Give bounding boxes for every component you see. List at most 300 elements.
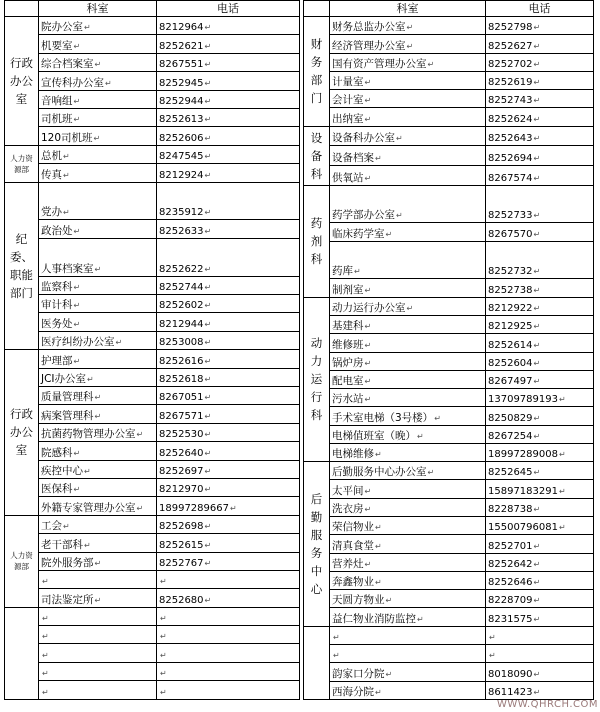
phone-cell xyxy=(157,295,300,313)
phone-cell xyxy=(486,645,594,663)
room-cell xyxy=(39,90,157,108)
paragraph-mark: ↵ xyxy=(533,669,541,679)
room-name: 电梯维修 xyxy=(332,448,374,461)
room-name: 院办公室 xyxy=(41,21,83,34)
room-cell xyxy=(330,90,486,108)
department-cell: 药剂科 xyxy=(304,185,330,297)
room-name: 电梯值班室（晚） xyxy=(332,429,416,442)
paragraph-mark: ↵ xyxy=(73,115,81,125)
paragraph-mark: ↵ xyxy=(559,450,566,460)
phone-cell xyxy=(486,126,594,146)
paragraph-mark: ↵ xyxy=(42,632,49,642)
paragraph-mark: ↵ xyxy=(489,651,496,661)
phone-cell xyxy=(486,71,594,89)
paragraph-mark: ↵ xyxy=(160,577,167,587)
header-row xyxy=(304,1,594,17)
room-cell xyxy=(39,72,157,90)
phone-cell xyxy=(486,53,594,71)
paragraph-mark: ↵ xyxy=(94,264,102,274)
paragraph-mark: ↵ xyxy=(533,78,541,88)
paragraph-mark: ↵ xyxy=(160,614,167,624)
table-row xyxy=(304,241,594,279)
phone-number: 8252606 xyxy=(159,132,204,144)
phone-number: 8252616 xyxy=(159,355,204,367)
paragraph-mark: ↵ xyxy=(204,152,212,162)
room-cell xyxy=(39,681,157,700)
phone-number: 8267571 xyxy=(159,410,204,422)
phone-cell xyxy=(486,462,594,480)
paragraph-mark: ↵ xyxy=(204,430,212,440)
room-name: 基建科 xyxy=(332,320,364,333)
phone-cell xyxy=(157,17,300,35)
paragraph-mark: ↵ xyxy=(63,170,70,180)
paragraph-mark: ↵ xyxy=(559,486,566,496)
paragraph-mark: ↵ xyxy=(42,577,49,587)
room-cell xyxy=(39,497,157,515)
phone-cell xyxy=(486,297,594,315)
phone-cell xyxy=(486,315,594,333)
table-row xyxy=(5,515,300,533)
phone-number: 8228709 xyxy=(488,595,533,607)
room-cell xyxy=(330,608,486,626)
phone-cell xyxy=(157,662,300,680)
room-name: 污水站 xyxy=(332,393,364,406)
table-row xyxy=(5,607,300,625)
room-name: 益仁物业消防监控 xyxy=(332,612,416,625)
table-row xyxy=(5,17,300,35)
room-name: 监察科 xyxy=(41,281,73,294)
phone-number: 8252945 xyxy=(159,77,204,89)
room-name: 天圆方物业 xyxy=(332,594,385,607)
room-name: 医保科 xyxy=(41,483,73,496)
paragraph-mark: ↵ xyxy=(204,133,212,143)
paragraph-mark: ↵ xyxy=(204,522,212,532)
phone-cell xyxy=(157,644,300,662)
header-phone: 电话 xyxy=(157,1,300,17)
paragraph-mark: ↵ xyxy=(204,264,212,274)
room-name: 病案管理科 xyxy=(41,409,94,422)
header-room: 科室 xyxy=(39,1,157,17)
room-cell xyxy=(330,462,486,480)
phone-number: 15897183291 xyxy=(488,485,558,497)
phone-number: 8252621 xyxy=(159,40,204,52)
room-cell xyxy=(39,460,157,478)
paragraph-mark: ↵ xyxy=(533,505,541,515)
table-row xyxy=(304,279,594,297)
phone-cell xyxy=(157,423,300,441)
room-cell xyxy=(39,313,157,331)
room-cell xyxy=(330,535,486,553)
table-row xyxy=(304,334,594,352)
room-cell xyxy=(39,182,157,220)
room-name: 抗菌药物管理办公室 xyxy=(41,428,136,441)
phone-cell xyxy=(486,608,594,626)
paragraph-mark: ↵ xyxy=(354,267,361,277)
room-name: 手术室电梯（3号楼） xyxy=(332,411,434,424)
paragraph-mark: ↵ xyxy=(204,170,212,180)
room-name: 洗衣房 xyxy=(332,503,364,516)
paragraph-mark: ↵ xyxy=(333,633,340,642)
paragraph-mark: ↵ xyxy=(385,596,393,606)
paragraph-mark: ↵ xyxy=(204,283,212,293)
table-row xyxy=(304,35,594,53)
paragraph-mark: ↵ xyxy=(73,301,81,311)
room-name: 临床药学室 xyxy=(332,227,385,240)
room-name: 党办 xyxy=(41,206,62,219)
room-cell xyxy=(39,442,157,460)
phone-cell xyxy=(157,108,300,126)
room-cell xyxy=(39,17,157,35)
paragraph-mark: ↵ xyxy=(427,59,435,69)
room-name: 配电室 xyxy=(332,375,364,388)
left-body xyxy=(5,17,300,700)
paragraph-mark: ↵ xyxy=(42,669,49,679)
phone-cell xyxy=(486,571,594,589)
phone-number: 8212970 xyxy=(159,484,204,496)
table-row xyxy=(304,389,594,407)
room-cell xyxy=(330,553,486,571)
table-row xyxy=(304,53,594,71)
phone-cell xyxy=(486,517,594,535)
paragraph-mark: ↵ xyxy=(160,650,167,660)
table-row xyxy=(304,498,594,516)
room-name: 音响组 xyxy=(41,94,73,107)
phone-number: 13709789193 xyxy=(488,394,558,406)
paragraph-mark: ↵ xyxy=(375,450,382,460)
paragraph-mark: ↵ xyxy=(160,669,167,679)
phone-number: 8212964 xyxy=(159,22,204,34)
paragraph-mark: ↵ xyxy=(94,393,102,403)
paragraph-mark: ↵ xyxy=(364,78,372,88)
paragraph-mark: ↵ xyxy=(533,578,541,588)
header-dept xyxy=(5,1,39,17)
phone-number: 8267497 xyxy=(488,376,533,388)
paragraph-mark: ↵ xyxy=(230,503,237,513)
phone-cell xyxy=(486,407,594,425)
paragraph-mark: ↵ xyxy=(204,319,212,329)
phone-number: 8250829 xyxy=(488,412,533,424)
table-row xyxy=(5,589,300,607)
phone-cell xyxy=(157,552,300,570)
room-name: 出纳室 xyxy=(332,112,364,125)
table-row xyxy=(5,295,300,313)
phone-cell xyxy=(157,497,300,515)
room-cell xyxy=(39,350,157,368)
room-cell xyxy=(39,570,157,588)
room-name: 国有资产管理办公室 xyxy=(332,57,427,70)
table-row xyxy=(304,146,594,166)
paragraph-mark: ↵ xyxy=(533,688,541,697)
table-row xyxy=(304,443,594,461)
paragraph-mark: ↵ xyxy=(533,59,541,69)
paragraph-mark: ↵ xyxy=(204,466,212,476)
phone-number: 18997289008 xyxy=(488,449,558,461)
paragraph-mark: ↵ xyxy=(333,651,340,661)
department-cell: 行政办公室 xyxy=(5,17,39,146)
paragraph-mark: ↵ xyxy=(73,41,81,51)
paragraph-mark: ↵ xyxy=(204,375,212,384)
room-name: 传真 xyxy=(41,168,62,181)
paragraph-mark: ↵ xyxy=(533,413,541,423)
phone-number: 8252646 xyxy=(488,577,533,589)
paragraph-mark: ↵ xyxy=(204,208,212,218)
table-row xyxy=(304,90,594,108)
room-cell xyxy=(39,145,157,163)
table-row xyxy=(5,350,300,368)
room-cell xyxy=(330,334,486,352)
phone-number: 8212924 xyxy=(159,169,204,181)
paragraph-mark: ↵ xyxy=(73,356,81,366)
table-row xyxy=(304,17,594,35)
department-cell xyxy=(5,607,39,699)
paragraph-mark: ↵ xyxy=(204,41,212,51)
table-row xyxy=(304,370,594,388)
phone-cell xyxy=(486,185,594,223)
table-row xyxy=(5,108,300,126)
table-row xyxy=(304,71,594,89)
room-name: 宣传科办公室 xyxy=(41,76,104,89)
paragraph-mark: ↵ xyxy=(42,614,49,624)
department-cell: 纪委、职能部门 xyxy=(5,182,39,350)
phone-number: 8235912 xyxy=(159,207,204,219)
paragraph-mark: ↵ xyxy=(204,226,212,236)
header-row xyxy=(5,1,300,17)
phone-number: 8252767 xyxy=(159,557,204,569)
room-cell xyxy=(330,185,486,223)
table-row xyxy=(5,478,300,496)
table-row xyxy=(304,126,594,146)
department-cell: 行政办公室 xyxy=(5,350,39,516)
room-name: 医务处 xyxy=(41,317,73,330)
paragraph-mark: ↵ xyxy=(204,301,212,311)
phone-number: 8252604 xyxy=(488,357,533,369)
room-cell xyxy=(39,127,157,145)
paragraph-mark: ↵ xyxy=(533,468,541,478)
phone-number: 8247545 xyxy=(159,151,204,163)
table-row xyxy=(304,645,594,663)
directory-table-left xyxy=(4,0,300,700)
room-name: 供氧站 xyxy=(332,171,364,184)
table-row xyxy=(5,460,300,478)
table-row xyxy=(5,534,300,552)
paragraph-mark: ↵ xyxy=(533,154,541,164)
phone-cell xyxy=(486,166,594,186)
table-row xyxy=(304,108,594,126)
paragraph-mark: ↵ xyxy=(204,60,212,70)
room-name: 制剂室 xyxy=(332,283,364,296)
phone-cell xyxy=(157,276,300,294)
phone-cell xyxy=(486,90,594,108)
room-cell xyxy=(330,370,486,388)
room-name: 护理部 xyxy=(41,354,73,367)
phone-number: 8252733 xyxy=(488,210,533,222)
paragraph-mark: ↵ xyxy=(364,322,372,332)
room-cell xyxy=(39,368,157,386)
room-cell xyxy=(330,108,486,126)
paragraph-mark: ↵ xyxy=(533,96,541,106)
table-row xyxy=(5,570,300,588)
table-row xyxy=(5,681,300,700)
room-cell xyxy=(39,515,157,533)
room-cell xyxy=(39,387,157,405)
phone-cell xyxy=(157,90,300,108)
room-name: 经济管理办公室 xyxy=(332,39,406,52)
phone-number: 18997289667 xyxy=(159,502,229,514)
paragraph-mark: ↵ xyxy=(375,578,382,588)
phone-cell xyxy=(157,182,300,220)
phone-number: 8252732 xyxy=(488,266,533,278)
phone-cell xyxy=(157,127,300,145)
paragraph-mark: ↵ xyxy=(204,115,212,125)
phone-number: 8252944 xyxy=(159,95,204,107)
paragraph-mark: ↵ xyxy=(84,23,91,33)
room-cell xyxy=(330,480,486,498)
room-cell xyxy=(330,352,486,370)
paragraph-mark: ↵ xyxy=(375,541,382,551)
table-row xyxy=(304,553,594,571)
table-row xyxy=(304,352,594,370)
phone-cell xyxy=(157,220,300,238)
room-name: 后勤服务中心办公室 xyxy=(332,466,427,479)
room-name: 工会 xyxy=(41,520,62,533)
room-cell xyxy=(39,478,157,496)
room-cell xyxy=(330,443,486,461)
paragraph-mark: ↵ xyxy=(204,411,212,421)
table-row xyxy=(304,626,594,644)
phone-number: 8252622 xyxy=(159,263,204,275)
department-cell: 动力运行科 xyxy=(304,297,330,462)
paragraph-mark: ↵ xyxy=(204,338,212,348)
table-row xyxy=(5,313,300,331)
paragraph-mark: ↵ xyxy=(533,614,541,624)
room-cell xyxy=(330,223,486,241)
table-row xyxy=(304,185,594,223)
phone-directory-sheet xyxy=(4,0,594,700)
room-name: 营养灶 xyxy=(332,557,364,570)
room-cell xyxy=(39,53,157,71)
paragraph-mark: ↵ xyxy=(364,285,372,295)
room-cell xyxy=(330,53,486,71)
paragraph-mark: ↵ xyxy=(63,208,70,218)
room-cell xyxy=(330,146,486,166)
room-cell xyxy=(330,663,486,681)
department-cell: 设备科 xyxy=(304,126,330,185)
room-name: 综合档案室 xyxy=(41,58,94,71)
room-cell xyxy=(330,571,486,589)
paragraph-mark: ↵ xyxy=(533,596,541,606)
phone-cell xyxy=(486,553,594,571)
watermark: WWW.QHRCH.COM xyxy=(496,699,598,710)
phone-number: 15500796081 xyxy=(488,522,558,534)
paragraph-mark: ↵ xyxy=(375,688,382,697)
paragraph-mark: ↵ xyxy=(73,283,81,293)
room-name: 院感科 xyxy=(41,446,73,459)
phone-cell xyxy=(486,146,594,166)
phone-cell xyxy=(157,607,300,625)
room-name: 疾控中心 xyxy=(41,464,83,477)
table-row xyxy=(5,90,300,108)
paragraph-mark: ↵ xyxy=(87,375,94,384)
room-name: 政治处 xyxy=(41,224,73,237)
room-name: 院外服务部 xyxy=(41,556,94,569)
department-cell: 人力资源部 xyxy=(5,515,39,607)
table-row xyxy=(5,387,300,405)
phone-cell xyxy=(157,331,300,349)
phone-cell xyxy=(157,442,300,460)
room-name: 清真食堂 xyxy=(332,539,374,552)
phone-cell xyxy=(157,534,300,552)
paragraph-mark: ↵ xyxy=(204,540,212,550)
phone-cell xyxy=(486,352,594,370)
paragraph-mark: ↵ xyxy=(375,154,382,164)
room-cell xyxy=(39,108,157,126)
room-cell xyxy=(330,590,486,608)
paragraph-mark: ↵ xyxy=(204,96,212,106)
room-name: 总机 xyxy=(41,150,62,163)
department-cell: 财务部门 xyxy=(304,17,330,127)
room-name: 荣信物业 xyxy=(332,521,374,534)
phone-cell xyxy=(486,443,594,461)
phone-number: 8212922 xyxy=(488,302,533,314)
table-row xyxy=(304,681,594,699)
phone-cell xyxy=(157,72,300,90)
table-row xyxy=(5,220,300,238)
phone-number: 8252798 xyxy=(488,22,533,34)
paragraph-mark: ↵ xyxy=(73,485,81,495)
paragraph-mark: ↵ xyxy=(533,23,541,33)
phone-cell xyxy=(157,589,300,607)
phone-number: 8228738 xyxy=(488,504,533,516)
phone-number: 8267254 xyxy=(488,430,533,442)
room-cell xyxy=(39,662,157,680)
table-row xyxy=(5,368,300,386)
table-row xyxy=(304,166,594,186)
phone-cell xyxy=(157,350,300,368)
paragraph-mark: ↵ xyxy=(406,303,414,313)
room-cell xyxy=(330,626,486,644)
room-cell xyxy=(330,71,486,89)
room-name: 计量室 xyxy=(332,76,364,89)
paragraph-mark: ↵ xyxy=(204,485,212,495)
room-name: 司机班 xyxy=(41,113,73,126)
room-name: 锅炉房 xyxy=(332,356,364,369)
room-name: 审计科 xyxy=(41,299,73,312)
paragraph-mark: ↵ xyxy=(533,41,541,51)
phone-cell xyxy=(157,313,300,331)
room-cell xyxy=(39,423,157,441)
paragraph-mark: ↵ xyxy=(417,431,424,441)
paragraph-mark: ↵ xyxy=(385,669,393,679)
paragraph-mark: ↵ xyxy=(364,340,372,350)
phone-cell xyxy=(157,681,300,700)
phone-number: 8212925 xyxy=(488,321,533,333)
table-row xyxy=(5,182,300,220)
paragraph-mark: ↵ xyxy=(533,541,541,551)
phone-cell xyxy=(486,480,594,498)
room-cell xyxy=(330,389,486,407)
phone-cell xyxy=(157,164,300,182)
header-dept xyxy=(304,1,330,17)
paragraph-mark: ↵ xyxy=(204,356,212,366)
phone-number: 8252633 xyxy=(159,225,204,237)
paragraph-mark: ↵ xyxy=(204,393,212,403)
room-name: 药学部办公室 xyxy=(332,209,395,222)
room-cell xyxy=(330,17,486,35)
room-name: 奔鑫物业 xyxy=(332,576,374,589)
phone-number: 8252645 xyxy=(488,467,533,479)
phone-number: 8252614 xyxy=(488,339,533,351)
paragraph-mark: ↵ xyxy=(406,41,414,51)
